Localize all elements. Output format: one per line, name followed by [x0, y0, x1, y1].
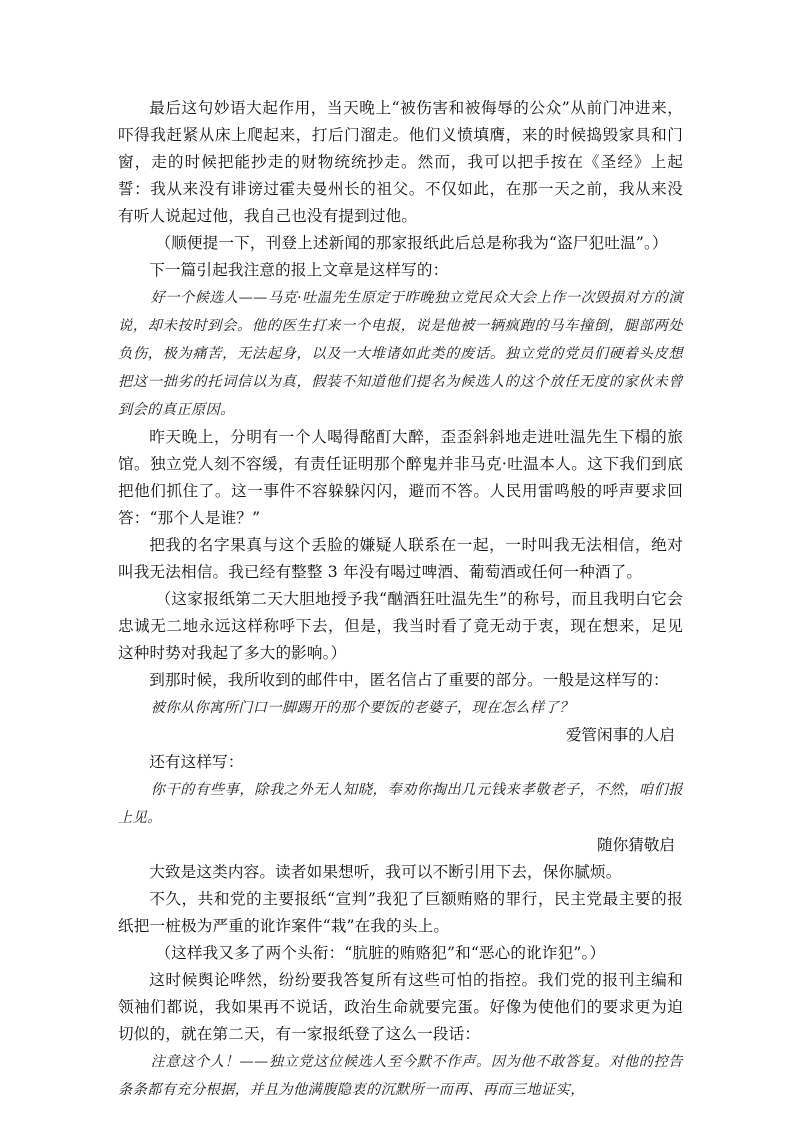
paragraph: 把我的名字果真与这个丢脸的嫌疑人联系在一起，一时叫我无法相信，绝对叫我无法相信。我已经有整整 3 年没有喝过啤酒、葡萄酒或任何一种酒了。: [118, 536, 683, 581]
paragraph: 还有这样写：: [149, 753, 244, 771]
paragraph: 下一篇引起我注意的报上文章是这样写的：: [149, 261, 449, 279]
paragraph: （这家报纸第二天大胆地授予我“酗酒狂吐温先生”的称号，而且我明白它会忠诚无二地永远这样称呼下去，但是，我当时看了竟无动于衷，现在想来，足见这种时势对我起了多大的影响。）: [118, 590, 683, 662]
quoted-letter-text: 被你从你寓所门口一脚踢开的那个要饭的老婆子，现在怎么样了？: [150, 700, 574, 716]
letter-signature: 爱管闲事的人启: [565, 726, 675, 744]
paragraph: （顺便提一下，刊登上述新闻的那家报纸此后总是称我为“盗尸犯吐温”。）: [155, 234, 668, 252]
paragraph: 大致是这类内容。读者如果想听，我可以不断引用下去，保你腻烦。: [149, 863, 622, 881]
quoted-newspaper-text: 好一个候选人——马克·吐温先生原定于昨晚独立党民众大会上作一次毁损对方的演说，却未按时到会。他的医生打来一个电报，说是他被一辆疯跑的马车撞倒，腿部两处负伤，极为痛苦，无法起身，以及一大堆诸如此类的废话。独立党的党员们硬着头皮想把这一拙劣的托词信以为真，假装不知道他们提名为候选人的这个放任无度的家伙未曾到会的真正原因。: [118, 290, 683, 418]
quoted-newspaper-text: 注意这个人！——独立党这位候选人至今默不作声。因为他不敢答复。对他的控告条条都有充分根据，并且为他满腹隐衷的沉默所一而再、再而三地证实，: [118, 1054, 683, 1098]
paragraph: 最后这句妙语大起作用，当天晚上“被伤害和被侮辱的公众”从前门冲进来，吓得我赶紧从床上爬起来，打后门溜走。他们义愤填膺，来的时候捣毁家具和门窗，走的时候把能抄走的财物统统抄走。然而，我可以把手按在《圣经》上起誓：我从来没有诽谤过霍夫曼州长的祖父。不仅如此，在那一天之前，我从来没有听人说起过他，我自己也没有提到过他。: [118, 99, 683, 225]
paragraph: （这样我又多了两个头衔：“肮脏的贿赂犯”和“恶心的讹诈犯”。）: [155, 944, 606, 962]
letter-signature: 随你猜敬启: [597, 836, 675, 854]
paragraph: 昨天晚上，分明有一个人喝得酩酊大醉，歪歪斜斜地走进吐温先生下榻的旅馆。独立党人刻不容缓，有责任证明那个醉鬼并非马克·吐温本人。这下我们到底把他们抓住了。这一事件不容躲躲闪闪，避而不答。人民用雷鸣般的呼声要求回答：“那个人是谁？”: [118, 428, 683, 527]
article-body: [118, 95, 683, 1104]
paragraph: 到那时候，我所收到的邮件中，匿名信占了重要的部分。一般是这样写的：: [149, 671, 669, 689]
quoted-letter-text: 你干的有些事，除我之外无人知晓，奉劝你掏出几元钱来孝敬老子，不然，咱们报上见。: [118, 782, 683, 826]
paragraph: 这时候舆论哗然，纷纷要我答复所有这些可怕的指控。我们党的报刊主编和领袖们都说，我如果再不说话，政治生命就要完蛋。好像为使他们的要求更为迫切似的，就在第二天，有一家报纸登了这么一段话：: [118, 971, 683, 1043]
paragraph: 不久，共和党的主要报纸“宣判”我犯了巨额贿赂的罪行，民主党最主要的报纸把一桩极为严重的讹诈案件“栽”在我的头上。: [118, 890, 683, 935]
